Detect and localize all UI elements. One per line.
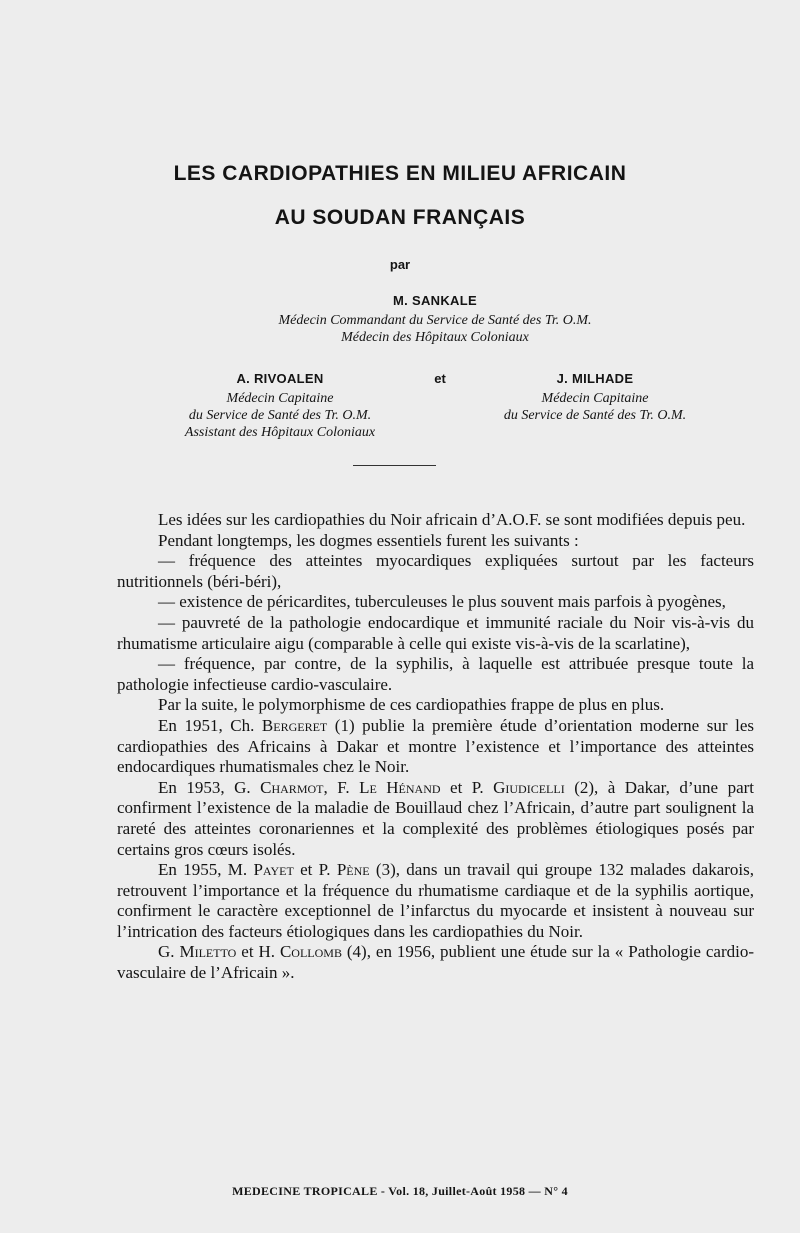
by-label: par	[389, 257, 411, 272]
paragraph: — fréquence des atteintes myocardiques expliquées surtout par les facteurs nutritionnels (béri-béri),	[117, 551, 754, 591]
cited-author: Giudicelli	[493, 777, 565, 797]
cited-author: Le Hénand	[359, 777, 441, 797]
author-block-left	[130, 371, 430, 441]
author-name: A. RIVOALEN	[236, 371, 324, 386]
author-name: M. SANKALE	[393, 293, 477, 308]
author-connector: et	[434, 371, 446, 386]
author-affiliation: Médecin Commandant du Service de Santé des Tr. O.M.	[278, 313, 592, 328]
author-affiliation: Médecin Capitaine	[541, 391, 649, 406]
paragraph: — existence de péricardites, tuberculeuses le plus souvent mais parfois à pyogènes,	[158, 592, 726, 612]
journal-footer: MEDECINE TROPICALE - Vol. 18, Juillet-Août 1958 — N° 4	[232, 1184, 568, 1198]
cited-author: Collomb	[279, 942, 342, 962]
author-block-main	[0, 293, 800, 346]
paragraph: G. Miletto et H. Collomb (4), en 1956, publient une étude sur la « Pathologie cardio-vasculaire de l’Africain ».	[117, 942, 755, 983]
author-name: J. MILHADE	[556, 371, 634, 386]
paragraph: Les idées sur les cardiopathies du Noir africain d’A.O.F. se sont modifiées depuis peu.	[158, 510, 746, 529]
article-title-line-1: LES CARDIOPATHIES EN MILIEU AFRICAIN	[173, 162, 627, 185]
author-affiliation: Médecin des Hôpitaux Coloniaux	[341, 330, 529, 345]
paragraph: — pauvreté de la pathologie endocardique et immunité raciale du Noir vis-à-vis du rhumatisme articulaire aigu (comparable à celle qui existe vis-à-vis de la scarlatine),	[117, 612, 754, 653]
cited-author: Miletto	[179, 942, 237, 962]
article-body	[117, 510, 754, 984]
paragraph: Par la suite, le polymorphisme de ces cardiopathies frappe de plus en plus.	[158, 695, 665, 715]
paragraph: — fréquence, par contre, de la syphilis, à laquelle est attribuée presque toute la pathologie infectieuse cardio-vasculaire.	[117, 654, 754, 694]
author-affiliation: Médecin Capitaine	[226, 391, 334, 406]
cited-author: Pène	[336, 860, 370, 880]
paragraph: En 1955, M. Payet et P. Pène (3), dans un travail qui groupe 132 malades dakarois, retrouvent l’importance et la fréquence du rhumatisme cardiaque et de la syphilis aortique, confirment le caractère exceptionnel de l’infarctus du myocarde et insistent à nouveau sur l’intrication des facteurs étiologiques dans les cardiopathies du Noir.	[117, 860, 755, 941]
author-affiliation: du Service de Santé des Tr. O.M.	[503, 408, 687, 423]
paragraph: En 1953, G. Charmot, F. Le Hénand et P. Giudicelli (2), à Dakar, d’une part confirment l’existence de la maladie de Bouillaud chez l’Africain, d’autre part soulignent la rareté des atteintes coronariennes et la complexité des problèmes étiologiques posés par certains gros cœurs isolés.	[117, 777, 754, 859]
author-block-right	[440, 371, 750, 424]
cited-author: Bergeret	[261, 715, 328, 735]
author-affiliation: du Service de Santé des Tr. O.M.	[188, 408, 372, 423]
cited-author: Charmot	[260, 777, 324, 797]
separator-rule	[353, 465, 436, 466]
author-affiliation: Assistant des Hôpitaux Coloniaux	[184, 425, 376, 440]
paragraph: En 1951, Ch. Bergeret (1) publie la première étude d’orientation moderne sur les cardiopathies des Africains à Dakar et montre l’existence et l’importance des atteintes endocardiques rhumatismales chez le Noir.	[117, 715, 754, 777]
article-title-line-2: AU SOUDAN FRANÇAIS	[274, 206, 526, 229]
cited-author: Payet	[253, 860, 294, 880]
paragraph: Pendant longtemps, les dogmes essentiels furent les suivants :	[158, 530, 579, 550]
